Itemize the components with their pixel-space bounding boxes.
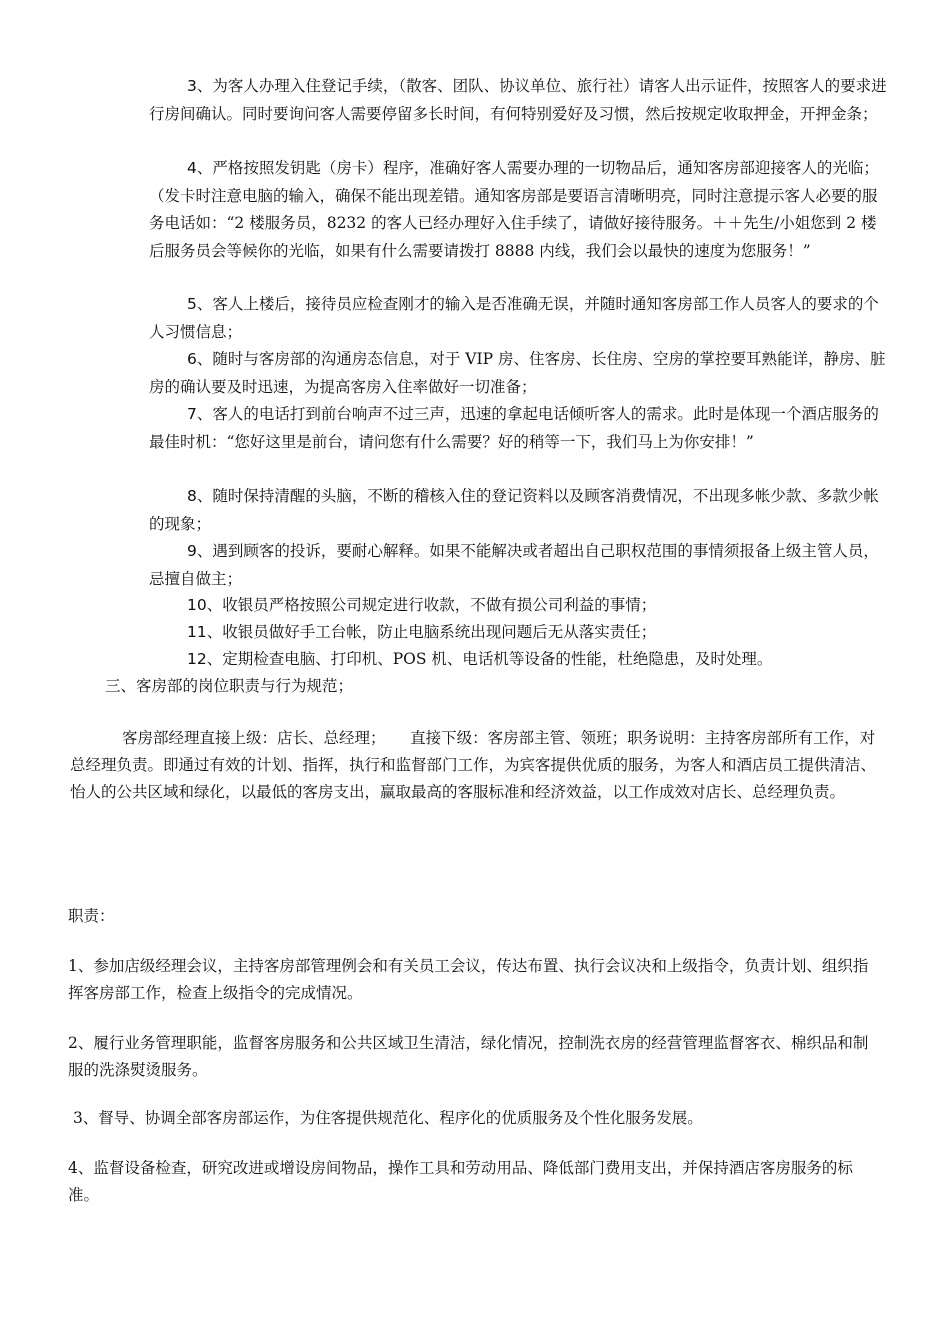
list-item: 5、客人上楼后，接待员应检查刚才的输入是否准确无误，并随时通知客房部工作人员客人的要求的个人习惯信息； — [149, 295, 879, 341]
duties-heading: 职责： — [68, 907, 115, 925]
section-title: 三、客房部的岗位职责与行为规范； — [105, 677, 354, 695]
intro-paragraph: 客房部经理直接上级：店长、总经理； 直接下级：客房部主管、领班；职务说明：主持客房部所有工作，对总经理负责。即通过有效的计划、指挥，执行和监督部门工作，为宾客提供优质的服务，为客人和酒店员工提供清洁、怡人的公共区域和绿化，以最低的客房支出，赢取最高的客服标准和经济效益，以工作成效对店长、总经理负责。 — [70, 729, 877, 801]
duty-item: 3、督导、协调全部客房部运作，为住客提供规范化、程序化的优质服务及个性化服务发展。 — [68, 1109, 703, 1127]
list-item: 7、客人的电话打到前台响声不过三声，迅速的拿起电话倾听客人的需求。此时是体现一个酒店服务的最佳时机：“您好这里是前台，请问您有什么需要？好的稍等一下，我们马上为你安排！” — [149, 405, 879, 451]
list-item: 11、收银员做好手工台帐，防止电脑系统出现问题后无从落实责任； — [187, 623, 657, 641]
list-item: 4、严格按照发钥匙（房卡）程序，准确好客人需要办理的一切物品后，通知客房部迎接客人的光临；（发卡时注意电脑的输入，确保不能出现差错。通知客房部是要语言清晰明亮，同时注意提示客人必要的服务电话如：“2 楼服务员，8232 的客人已经办理好入住手续了，请做好接待服务。＋＋先生/小姐您到 2 楼后服务员会等候你的光临，如果有什么需要请拨打 8888 内线，我们会以最快的速度为您服务！” — [149, 159, 879, 260]
list-item: 8、随时保持清醒的头脑，不断的稽核入住的登记资料以及顾客消费情况，不出现多帐少款、多款少帐的现象； — [149, 487, 879, 533]
list-item: 9、遇到顾客的投诉，要耐心解释。如果不能解决或者超出自己职权范围的事情须报备上级主管人员，忌擅自做主； — [149, 542, 879, 588]
list-item: 10、收银员严格按照公司规定进行收款，不做有损公司利益的事情； — [187, 596, 657, 614]
duty-item: 2、履行业务管理职能，监督客房服务和公共区域卫生清洁，绿化情况，控制洗衣房的经营管理监督客衣、棉织品和制服的洗涤熨烫服务。 — [68, 1034, 869, 1079]
list-item: 3、为客人办理入住登记手续，（散客、团队、协议单位、旅行社）请客人出示证件，按照客人的要求进行房间确认。同时要询问客人需要停留多长时间，有何特别爱好及习惯，然后按规定收取押金，开押金条； — [149, 77, 887, 123]
duty-item: 1、参加店级经理会议，主持客房部管理例会和有关员工会议，传达布置、执行会议决和上级指令，负责计划、组织指挥客房部工作，检查上级指令的完成情况。 — [68, 957, 869, 1002]
duty-item: 4、监督设备检查，研究改进或增设房间物品，操作工具和劳动用品、降低部门费用支出，并保持酒店客房服务的标准。 — [68, 1159, 853, 1204]
list-item: 12、定期检查电脑、打印机、POS 机、电话机等设备的性能，杜绝隐患，及时处理。 — [187, 650, 773, 668]
list-item: 6、随时与客房部的沟通房态信息，对于 VIP 房、住客房、长住房、空房的掌控要耳熟能详，静房、脏房的确认要及时迅速，为提高客房入住率做好一切准备； — [149, 350, 886, 396]
